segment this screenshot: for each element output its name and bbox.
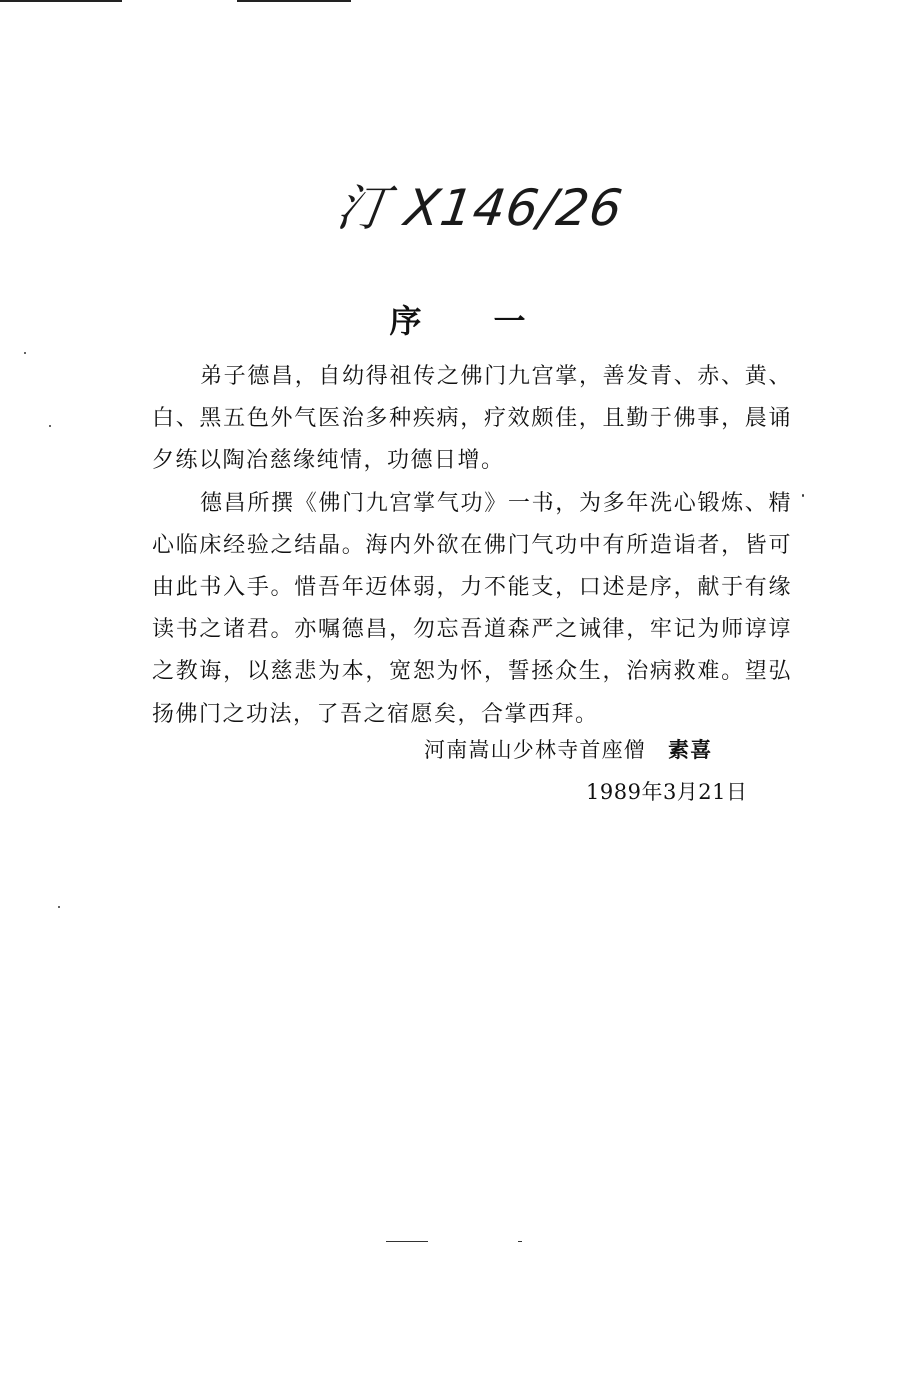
title-char-1: 序	[389, 302, 424, 340]
title-char-2: 一	[493, 302, 528, 340]
top-rule-right	[237, 0, 351, 2]
paragraph-1: 弟子德昌，自幼得祖传之佛门九宫掌，善发青、赤、黄、白、黑五色外气医治多种疾病，疗效颇佳，且勤于佛事，晨诵夕练以陶冶慈缘纯情，功德日增。	[152, 364, 792, 474]
paragraph-2: 德昌所撰《佛门九宫掌气功》一书，为多年洗心锻炼、精心临床经验之结晶。海内外欲在佛门气功中有所造诣者，皆可由此书入手。惜吾年迈体弱，力不能支，口述是序，献于有缘读书之诸君。亦嘱德昌，勿忘吾道森严之诫律，牢记为师谆谆之教诲，以慈悲为本，宽恕为怀，誓拯众生，治病救难。望弘扬佛门之功法，了吾之宿愿矣，合掌西拜。	[152, 490, 792, 727]
signature-line	[424, 734, 712, 764]
bottom-rule-right	[518, 1241, 522, 1242]
page-title	[0, 296, 917, 342]
handwritten-call-number: 汀 X146/26	[333, 179, 627, 237]
preface-body	[152, 356, 792, 736]
top-rule-left	[0, 0, 122, 2]
signature-name: 素喜	[668, 737, 713, 762]
signature-affiliation: 河南嵩山少林寺首座僧	[424, 738, 646, 762]
signature-date: 1989年3月21日	[586, 780, 748, 804]
bottom-rule-left	[386, 1241, 428, 1242]
